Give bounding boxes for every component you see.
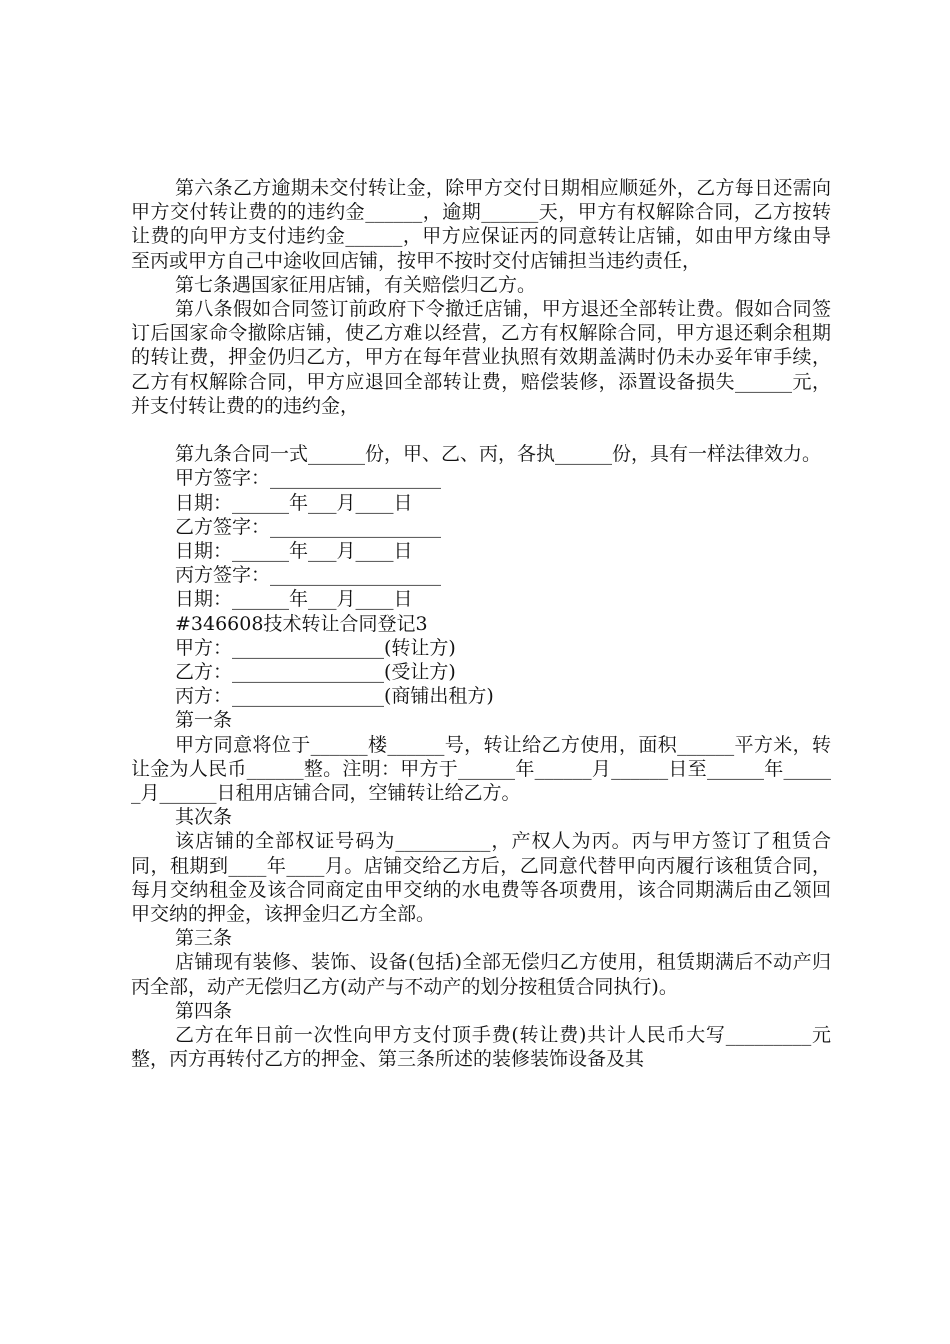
article-2-heading: 其次条 — [175, 806, 233, 829]
paragraph-article-8: 第八条假如合同签订前政府下令撤迁店铺，甲方退还全部转让费。假如合同签订后国家命令撤除店铺，使乙方难以经营，乙方有权解除合同，甲方退还剩余租期的转让费，押金仍归乙方，甲方在每年营业执照有效期盖满时仍未办妥年审手续，乙方有权解除合同，甲方应退回全部转让费，赔偿装修，添置设备损失______元，并支付转让费的的违约金， — [131, 298, 831, 417]
article-2-body: 该店铺的全部权证号码为__________，产权人为丙。丙与甲方签订了租赁合同，租期到____年____月。店铺交给乙方后，乙同意代替甲向丙履行该租赁合同，每月交纳租金及该合同商定由甲交纳的水电费等各项费用，该合同期满后由乙领回甲交纳的押金，该押金归乙方全部。 — [131, 830, 831, 926]
contract-heading: #346608技术转让合同登记3 — [175, 612, 428, 635]
article-1-body: 甲方同意将位于______楼______号，转让给乙方使用，面积______平方米，转让金为人民币______整。注明：甲方于______年______月______日至______年______月______日租用店铺合同，空铺转让给乙方。 — [131, 733, 831, 805]
party-b-line: 乙方：________________(受让方) — [175, 661, 456, 684]
document-body — [131, 176, 831, 1072]
party-a-date: 日期：______年___月____日 — [175, 491, 413, 514]
party-c-signature: 丙方签字：__________________ — [175, 564, 442, 587]
article-3-body: 店铺现有装修、装饰、设备(包括)全部无偿归乙方使用，租赁期满后不动产归丙全部，动产无偿归乙方(动产与不动产的划分按租赁合同执行)。 — [131, 951, 831, 998]
party-c-date: 日期：______年___月____日 — [175, 588, 413, 611]
article-1-heading: 第一条 — [175, 709, 233, 732]
blank-line — [131, 418, 831, 442]
party-b-signature: 乙方签字：__________________ — [175, 515, 442, 538]
party-c-line: 丙方：________________(商铺出租方) — [175, 685, 494, 708]
article-4-body: 乙方在年日前一次性向甲方支付顶手费(转让费)共计人民币大写_________元整，丙方再转付乙方的押金、第三条所述的装修装饰设备及其 — [131, 1024, 831, 1071]
article-3-heading: 第三条 — [175, 927, 233, 950]
party-a-signature: 甲方签字：__________________ — [175, 467, 442, 490]
paragraph-article-9: 第九条合同一式______份，甲、乙、丙，各执______份，具有一样法律效力。 — [175, 443, 822, 466]
party-b-date: 日期：______年___月____日 — [175, 540, 413, 563]
article-4-heading: 第四条 — [175, 999, 233, 1022]
paragraph-article-6: 第六条乙方逾期未交付转让金，除甲方交付日期相应顺延外，乙方每日还需向甲方交付转让费的的违约金______，逾期______天，甲方有权解除合同，乙方按转让费的向甲方支付违约金______，甲方应保证丙的同意转让店铺，如由甲方缘由导至丙或甲方自己中途收回店铺，按甲不按时交付店铺担当违约责任， — [131, 177, 831, 272]
party-a-line: 甲方：________________(转让方) — [175, 636, 456, 659]
paragraph-article-7: 第七条遇国家征用店铺，有关赔偿归乙方。 — [175, 273, 537, 296]
